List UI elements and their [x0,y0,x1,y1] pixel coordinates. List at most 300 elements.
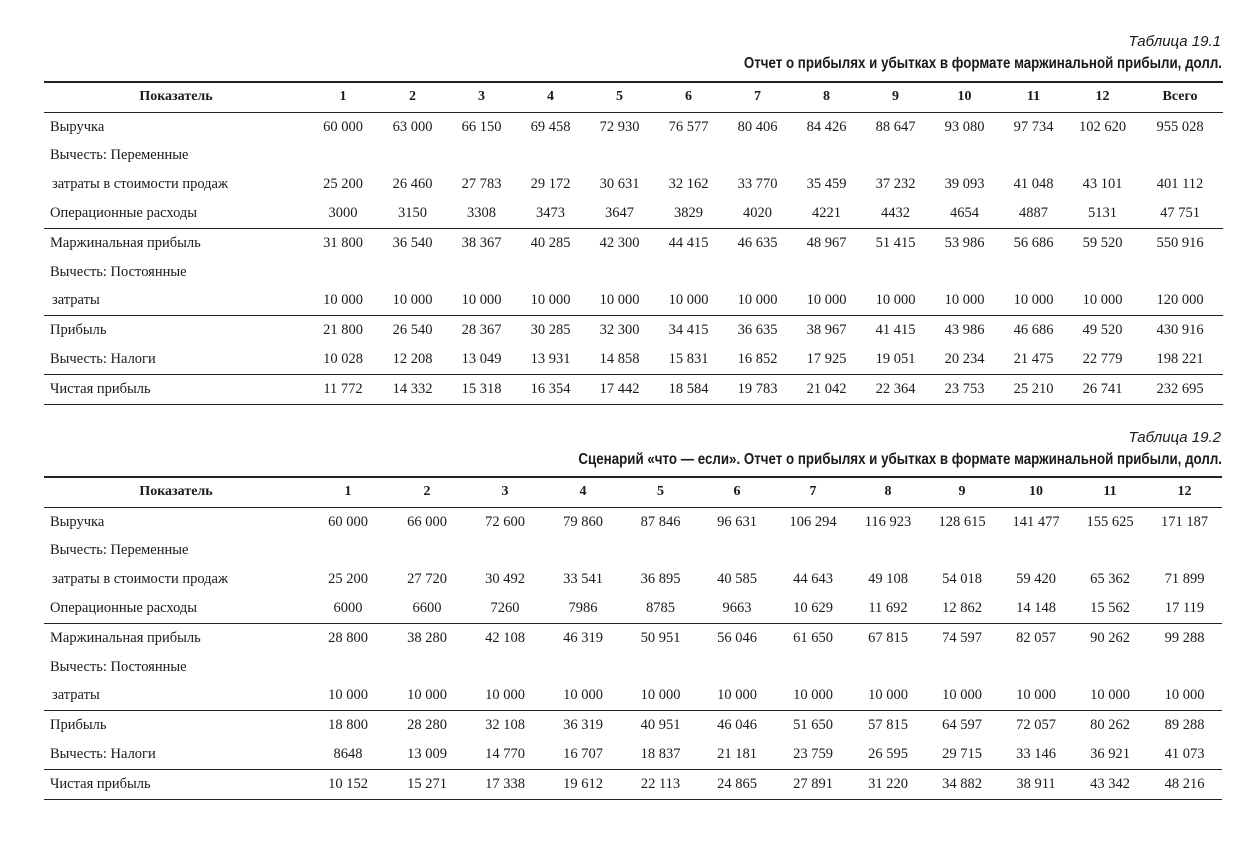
table-cell: 29 715 [942,746,982,763]
table-cell: 26 595 [868,746,908,763]
table-cell: 33 541 [563,571,603,588]
table-cell: 10 000 [668,292,709,309]
table-row [44,199,1223,228]
table-row [44,112,1223,141]
table-cell [654,142,723,171]
table-cell: 22 779 [1082,351,1123,368]
table-cell: 10 000 [485,687,525,704]
table-cell: 59 520 [1082,234,1123,251]
table-cell: 17 925 [806,351,847,368]
column-header: 8 [884,484,892,500]
table-cell: 21 475 [1013,351,1054,368]
table-cell: 13 009 [407,746,447,763]
table-cell [930,142,999,171]
table-body [44,112,1223,404]
table-cell [447,258,516,287]
table-row [44,287,1223,316]
table-cell: 40 951 [640,717,681,734]
table-cell: 19 051 [875,351,916,368]
table-cell: 550 916 [1156,234,1204,251]
table-cell: 30 631 [599,176,640,193]
column-header: 2 [409,89,416,105]
table-cell: 38 280 [407,629,447,646]
table-cell [585,142,654,171]
table-cell: 17 119 [1164,600,1205,617]
table-cell [466,537,544,566]
table-cell: 16 707 [563,746,603,763]
table-cell: 7986 [568,600,598,617]
table-cell: 10 000 [875,292,916,309]
table-cell: 10 000 [328,687,368,704]
table-cell: 32 300 [599,322,640,339]
table-cell: 42 300 [599,234,640,251]
table-row [44,142,1223,171]
table-cell: 3000 [328,205,358,222]
table-cell: 5131 [1088,205,1117,222]
table-cell [585,258,654,287]
table-cell: 10 000 [737,292,778,309]
table-cell: 4221 [812,205,841,222]
table-cell: 12 862 [942,600,982,617]
table-cell: 50 951 [640,629,681,646]
table-cell [378,142,447,171]
table-cell: 8785 [646,600,675,617]
table-cell [999,142,1068,171]
table-cell: 20 234 [944,351,985,368]
row-label: Выручка [50,118,105,135]
table-cell: 32 108 [485,717,525,734]
column-header: 12 [1177,484,1192,500]
table-cell: 36 921 [1090,746,1130,763]
row-label: затраты в стоимости продаж [52,176,228,193]
table-cell: 171 187 [1160,513,1209,530]
table-cell: 44 643 [793,571,833,588]
table-cell: 84 426 [806,118,847,135]
table-cell: 99 288 [1164,629,1205,646]
table-body [44,507,1222,799]
table-number: Таблица 19.1 [1128,33,1221,50]
column-header: Показатель [139,89,213,105]
table-cell: 69 458 [530,118,571,135]
column-header: 3 [478,89,485,105]
table-cell: 10 000 [407,687,447,704]
column-header: 4 [579,484,587,500]
table-cell: 38 967 [806,322,847,339]
table-cell: 17 442 [599,380,640,397]
table-row [44,258,1223,287]
table-cell: 14 332 [392,380,433,397]
table-cell: 10 152 [328,775,368,792]
table-cell: 232 695 [1156,380,1204,397]
table-cell: 56 686 [1013,234,1054,251]
table-cell [1147,653,1222,682]
table-cell: 3308 [467,205,496,222]
table-cell: 60 000 [328,513,368,530]
table-cell: 3647 [605,205,634,222]
table-cell: 61 650 [793,629,833,646]
table-cell [723,258,792,287]
table-cell [999,653,1073,682]
table-cell: 10 000 [530,292,571,309]
table-cell: 72 600 [485,513,525,530]
column-header: Всего [1162,89,1198,105]
table-cell [1073,537,1147,566]
table-cell: 21 042 [806,380,847,397]
table-cell: 29 172 [530,176,571,193]
table-cell: 36 635 [737,322,778,339]
table-cell: 87 846 [640,513,681,530]
column-header: 11 [1103,484,1117,500]
table-cell [308,258,378,287]
table-row [44,653,1222,682]
column-header: 1 [339,89,347,105]
table-cell: 60 000 [323,118,363,135]
table-cell: 18 584 [668,380,709,397]
table-cell: 28 800 [328,629,368,646]
table-cell: 14 858 [599,351,640,368]
table-cell: 18 837 [640,746,681,763]
table-cell: 22 113 [640,775,681,792]
column-header: 11 [1026,89,1041,105]
table-cell: 46 686 [1013,322,1054,339]
table-cell: 10 000 [793,687,833,704]
table-cell: 23 759 [793,746,833,763]
table-cell: 430 916 [1156,322,1204,339]
table-cell: 36 319 [563,717,603,734]
table-cell: 49 108 [868,571,908,588]
table-cell [622,653,699,682]
table-cell: 64 597 [942,717,982,734]
table-cell: 10 000 [392,292,433,309]
table-cell [308,142,378,171]
table-cell: 56 046 [717,629,757,646]
table-cell: 6600 [412,600,442,617]
table-cell: 51 415 [875,234,916,251]
table-cell: 17 338 [485,775,525,792]
table-cell: 4432 [881,205,910,222]
table-cell: 13 049 [461,351,502,368]
table-title: Сценарий «что — если». Отчет о прибылях и убытках в формате маржинальной прибыли, долл. [578,451,1222,468]
row-label: Вычесть: Постоянные [50,263,187,280]
row-label: Вычесть: Налоги [50,746,156,763]
table-cell [699,537,775,566]
table-cell: 19 612 [563,775,603,792]
table-cell: 155 625 [1086,513,1134,530]
table-cell: 3829 [674,205,703,222]
column-header: 10 [1029,484,1043,500]
column-header: Показатель [139,484,213,500]
table-cell: 102 620 [1078,118,1127,135]
table-cell [1073,653,1147,682]
table-cell [654,258,723,287]
table-19-1 [44,81,1223,405]
table-cell: 48 967 [806,234,847,251]
row-label: Выручка [50,513,105,530]
table-cell [308,537,388,566]
table-cell: 36 540 [392,234,433,251]
table-row [44,623,1222,652]
table-cell: 74 597 [942,629,982,646]
table-cell: 37 232 [875,176,916,193]
row-label: Чистая прибыль [50,380,151,397]
table-cell: 72 930 [599,118,640,135]
table-number: Таблица 19.2 [1128,429,1221,446]
table-cell: 35 459 [806,176,847,193]
table-cell: 33 146 [1016,746,1056,763]
table-cell [544,537,622,566]
table-cell: 31 800 [323,234,363,251]
table-cell: 66 150 [461,118,502,135]
table-row [44,594,1222,623]
column-header: 8 [823,89,830,105]
table-cell: 67 815 [868,629,908,646]
table-cell: 198 221 [1156,351,1204,368]
table-cell: 41 048 [1013,176,1054,193]
table-cell [378,258,447,287]
table-cell: 16 354 [530,380,571,397]
table-cell: 43 986 [944,322,985,339]
table-cell [466,653,544,682]
row-label: Прибыль [50,717,107,734]
table-cell: 80 262 [1090,717,1130,734]
row-label: Вычесть: Постоянные [50,658,187,675]
table-cell: 21 800 [323,322,363,339]
table-cell: 8648 [333,746,363,763]
table-cell: 3473 [536,205,565,222]
column-header: 9 [892,89,899,105]
table-cell: 10 000 [640,687,681,704]
row-label: затраты [52,292,100,309]
table-cell [775,653,851,682]
table-cell: 54 018 [942,571,982,588]
table-cell: 89 288 [1164,717,1205,734]
table-cell: 36 895 [640,571,681,588]
table-row [44,682,1222,711]
table-cell [308,653,388,682]
table-cell: 57 815 [868,717,908,734]
table-cell: 10 000 [806,292,847,309]
table-cell [925,537,999,566]
table-19-2-block [44,428,1222,800]
table-cell: 72 057 [1016,717,1056,734]
column-header: 2 [423,484,431,500]
table-cell [699,653,775,682]
table-cell: 10 000 [1090,687,1130,704]
table-cell: 27 720 [407,571,447,588]
row-label: Маржинальная прибыль [50,234,201,251]
table-cell: 11 772 [323,380,363,397]
table-cell: 25 200 [323,176,363,193]
table-cell: 19 783 [737,380,778,397]
table-cell [544,653,622,682]
table-cell: 40 285 [530,234,571,251]
table-cell: 65 362 [1090,571,1130,588]
table-row [44,374,1223,404]
table-cell [1137,258,1223,287]
table-cell [930,258,999,287]
table-cell: 401 112 [1156,176,1204,193]
column-header: 6 [685,89,692,105]
table-header-row [44,82,1223,112]
table-cell: 79 860 [563,513,603,530]
table-cell [516,258,585,287]
table-cell: 26 540 [392,322,433,339]
table-cell: 106 294 [789,513,837,530]
column-header: 5 [657,484,664,500]
table-cell: 16 852 [737,351,778,368]
table-cell: 10 000 [717,687,757,704]
table-cell: 18 800 [328,717,368,734]
table-cell: 25 210 [1013,380,1054,397]
table-cell: 22 364 [875,380,916,397]
table-cell: 39 093 [944,176,985,193]
table-cell: 27 891 [793,775,833,792]
table-cell: 10 000 [599,292,640,309]
table-cell: 40 585 [717,571,757,588]
table-cell: 28 367 [461,322,502,339]
table-cell [622,537,699,566]
column-header: 6 [733,484,741,500]
table-cell: 96 631 [717,513,757,530]
row-label: Прибыль [50,322,107,339]
table-cell: 53 986 [944,234,985,251]
table-cell: 93 080 [944,118,985,135]
table-cell: 10 000 [942,687,982,704]
table-cell: 82 057 [1016,629,1056,646]
table-cell: 3150 [398,205,427,222]
table-cell: 97 734 [1013,118,1054,135]
table-cell [851,653,925,682]
table-title: Отчет о прибылях и убытках в формате маржинальной прибыли, долл. [743,55,1222,72]
table-cell: 10 000 [1082,292,1123,309]
table-cell: 59 420 [1016,571,1056,588]
row-label: Чистая прибыль [50,775,151,792]
table-cell: 28 280 [407,717,447,734]
table-cell: 24 865 [717,775,757,792]
table-header-row [44,477,1222,507]
table-cell: 26 460 [392,176,433,193]
column-header: 5 [616,89,623,105]
table-cell: 34 415 [668,322,709,339]
row-label: Маржинальная прибыль [50,629,201,646]
table-cell: 30 492 [485,571,525,588]
table-cell [1068,258,1137,287]
table-cell: 66 000 [407,513,447,530]
column-header: 9 [958,484,966,500]
column-header: 7 [809,484,817,500]
table-cell: 13 931 [530,351,571,368]
table-row [44,316,1223,345]
table-cell: 43 101 [1082,176,1123,193]
table-row [44,565,1222,594]
table-row [44,507,1222,536]
table-cell: 31 220 [868,775,908,792]
table-cell: 43 342 [1090,775,1130,792]
table-cell: 42 108 [485,629,525,646]
table-cell [516,142,585,171]
column-header: 10 [957,89,972,105]
table-cell: 6000 [333,600,363,617]
row-label: Операционные расходы [50,205,198,222]
table-cell: 15 562 [1090,600,1130,617]
table-row [44,537,1222,566]
table-cell [999,258,1068,287]
table-cell: 4887 [1019,205,1048,222]
table-cell: 10 000 [1164,687,1205,704]
table-cell: 10 000 [944,292,985,309]
column-header: 12 [1095,89,1110,105]
table-row [44,711,1222,740]
table-cell: 23 753 [944,380,985,397]
table-cell [851,537,925,566]
table-cell: 955 028 [1156,118,1204,135]
column-header: 7 [754,89,761,105]
table-row [44,740,1222,769]
table-cell: 10 000 [461,292,502,309]
table-cell: 120 000 [1156,292,1204,309]
table-cell: 10 000 [563,687,603,704]
table-row [44,345,1223,374]
table-cell: 116 923 [864,513,912,530]
table-cell [388,653,466,682]
table-cell: 32 162 [668,176,709,193]
table-19-1-block [44,32,1222,405]
table-cell: 88 647 [875,118,916,135]
table-cell: 27 783 [461,176,502,193]
table-cell: 12 208 [392,351,433,368]
row-label: затраты [52,687,100,704]
table-cell: 30 285 [530,322,571,339]
table-cell: 141 477 [1012,513,1060,530]
table-cell: 4020 [743,205,772,222]
table-cell: 49 520 [1082,322,1123,339]
table-cell: 47 751 [1160,205,1200,222]
table-cell: 41 415 [875,322,916,339]
table-cell [861,258,930,287]
table-cell: 44 415 [668,234,709,251]
table-cell: 41 073 [1164,746,1205,763]
row-label: Операционные расходы [50,600,198,617]
table-cell: 71 899 [1164,571,1205,588]
table-cell [1068,142,1137,171]
table-cell: 25 200 [328,571,368,588]
table-cell: 4654 [950,205,979,222]
table-cell [861,142,930,171]
table-cell: 34 882 [942,775,982,792]
row-label: Вычесть: Переменные [50,147,189,164]
table-cell: 80 406 [737,118,778,135]
table-cell: 38 911 [1016,775,1056,792]
table-cell: 76 577 [668,118,709,135]
row-label: Вычесть: Налоги [50,351,156,368]
table-cell: 10 000 [1016,687,1056,704]
table-cell: 10 629 [793,600,833,617]
table-cell: 51 650 [793,717,833,734]
table-cell: 10 000 [868,687,908,704]
table-cell: 33 770 [737,176,778,193]
table-cell [447,142,516,171]
table-cell: 63 000 [392,118,433,135]
table-cell [1137,142,1223,171]
table-cell [723,142,792,171]
table-cell [1147,537,1222,566]
table-cell [388,537,466,566]
table-cell [792,258,861,287]
table-cell: 26 741 [1082,380,1123,397]
table-cell [925,653,999,682]
table-cell: 128 615 [938,513,986,530]
table-cell: 15 271 [407,775,447,792]
